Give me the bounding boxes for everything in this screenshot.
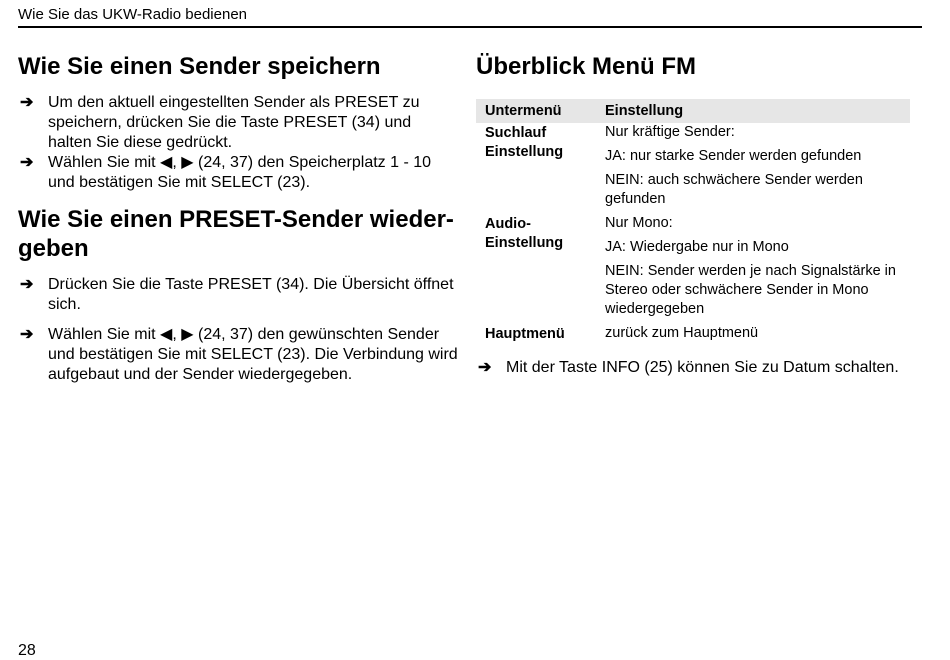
setting-cell: [596, 214, 910, 324]
column-header-submenu: Untermenü: [476, 99, 596, 123]
page-header-title: Wie Sie das UKW-Radio bedienen: [18, 6, 248, 23]
fm-menu-table: [476, 99, 910, 348]
step-text: Wählen Sie mit ◀, ▶ (24, 37) den Speicherplatz 1 - 10 und bestätigen Sie mit SELECT (23).: [48, 154, 432, 191]
list-item: [18, 325, 458, 385]
play-preset-steps: [18, 275, 458, 385]
arrow-right-icon: ➔: [20, 276, 34, 293]
arrow-right-icon: ➔: [478, 359, 492, 376]
list-item: [476, 358, 910, 378]
arrow-right-icon: ➔: [20, 94, 34, 111]
submenu-cell: Audio-Einstellung: [485, 216, 564, 251]
hint-text: Mit der Taste INFO (25) können Sie zu Datum schalten.: [506, 359, 899, 376]
setting-option: JA: nur starke Sender werden gefunden: [605, 148, 862, 164]
setting-cell: [596, 324, 910, 348]
arrow-right-icon: ➔: [20, 326, 34, 343]
arrow-right-icon: ➔: [20, 154, 34, 171]
section-heading-play-preset: Wie Sie einen PRESET-Sender wiedergeben: [18, 206, 454, 262]
header-divider: [18, 26, 922, 28]
setting-option: Nur Mono:: [605, 215, 673, 231]
setting-option: NEIN: Sender werden je nach Signalstärke in Stereo oder schwächere Sender in Mono wiedergegeben: [605, 263, 896, 317]
left-column: [18, 52, 458, 385]
step-text: Wählen Sie mit ◀, ▶ (24, 37) den gewünschten Sender und bestätigen Sie mit SELECT (23). Die Verbindung wird aufgebaut und der Sender wiedergegeben.: [48, 326, 458, 383]
setting-option: zurück zum Hauptmenü: [605, 325, 759, 341]
table-row: [476, 324, 910, 348]
list-item: [18, 153, 458, 193]
submenu-cell: Suchlauf Einstellung: [485, 125, 564, 160]
setting-option: JA: Wiedergabe nur in Mono: [605, 239, 789, 255]
table-header-row: [476, 99, 910, 123]
section-heading-fm-menu: Überblick Menü FM: [476, 53, 697, 80]
step-text: Um den aktuell eingestellten Sender als PRESET zu speichern, drücken Sie die Taste PRESET (34) und halten Sie diese gedrückt.: [48, 94, 420, 151]
list-item: [18, 275, 458, 315]
step-text: Drücken Sie die Taste PRESET (34). Die Übersicht öffnet sich.: [48, 276, 454, 313]
table-row: [476, 123, 910, 214]
setting-option: Nur kräftige Sender:: [605, 124, 735, 140]
list-item: [18, 93, 458, 153]
submenu-cell: Hauptmenü: [485, 326, 565, 342]
setting-option: NEIN: auch schwächere Sender werden gefunden: [605, 172, 863, 207]
section-heading-save-station: Wie Sie einen Sender speichern: [18, 53, 381, 80]
info-hint: [476, 358, 910, 378]
setting-cell: [596, 123, 910, 214]
column-header-setting: Einstellung: [596, 99, 910, 123]
page-number: 28: [18, 642, 36, 659]
save-station-steps: [18, 93, 458, 193]
table-row: [476, 214, 910, 324]
right-column: [476, 52, 910, 378]
